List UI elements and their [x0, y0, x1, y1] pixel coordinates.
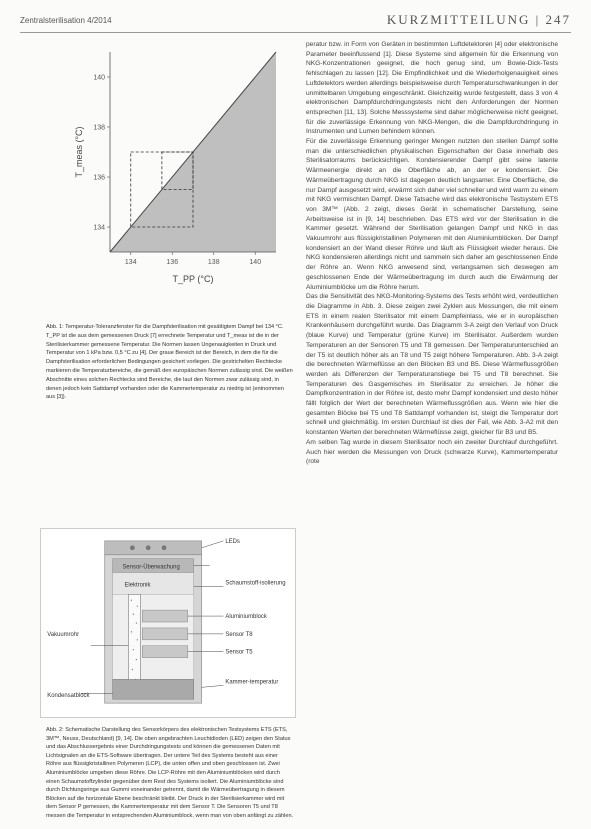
label-chamber-temperature: Kammer-temperatur: [225, 679, 279, 686]
chart-canvas: [74, 52, 276, 284]
body-paragraph: Für die zuverlässige Erkennung geringer Mengen nutzten den sterilen Dampf sollte man die unterschiedlichen physikalischen Eigenschaften der Gase innerhalb des Sterilisatorraums berücksichtigen. Kondensierender Dampf gibt seine latente Wärmeenergie direkt an die Oberfläche ab, an der er kondensiert. Die Wärmeübertragung durch NKG ist dagegen deutlich langsamer. Eine Oberfläche, die nur Dampf ausgesetzt wird, erwärmt sich daher viel schneller und wird warm zu einem mit NKG vermischten Dampf. Diese Tatsache wird das elektronische Testsystem ETS von 3M™ (Abb. 2 zeigt, dieses Gerät in schematischer Darstellung, seine Arbeitsweise ist in [9, 14] beschrieben. Das ETS wird vor der Sterilisation in die Kammer gesetzt. Während der Sterilisation gelangen Dampf und NKG in das Vakuumrohr aus flüssigkristallinen Polymeren mit den Aluminiumblöcken. Der Dampf kondensiert an der Wand dieser Röhre und läuft als Flüssigkeit wieder heraus. Die NKG kondensieren allerdings nicht und sammeln sich daher am geschlossenen Ende der Röhre an. Wenn NKG anwesend sind, verlangsamen sich deswegen am geschlossenen Ende der Wärmeübertragung im durch auch die Erwärmung der Aluminiumblöcke um die Röhre herum.: [306, 138, 558, 291]
x-tick-label: 138: [207, 259, 220, 266]
figure-1: [40, 38, 296, 512]
vacuum-tube: [128, 594, 140, 691]
x-tick-label: 140: [249, 259, 262, 266]
body-paragraph: Am selben Tag wurde in diesem Sterilisator noch ein zweiter Durchlauf durchgeführt. Auch hier werden die Messungen von Druck (schwarze Kurve), Kammertemperatur (rote: [306, 438, 558, 466]
aluminium-block: [142, 610, 188, 622]
led-strip: [105, 541, 202, 555]
header-rule: [20, 32, 571, 33]
page-header: [20, 10, 571, 34]
x-tick-label: 136: [166, 259, 179, 266]
aluminium-block: [142, 646, 188, 658]
x-axis-label: T_PP (°C): [172, 274, 214, 284]
journal-name: Zentralsterilisation 4/2014: [20, 16, 112, 25]
label-sensor-t8: Sensor T8: [225, 631, 253, 638]
y-tick-label: 134: [93, 224, 105, 232]
body-paragraph: peratur bzw. in Form von Geräten in bestimmten Luftdetektoren [4] oder elektronische Parameter beeinflussend [1]. Diese Systeme sind allgemein für die Erkennung von NKG-Konzentrationen geeignet, die hoch genug sind, um Bowie-Dick-Tests fehlschlagen zu lassen [12]. Die Empfindlichkeit und die Wiederholgenauigkeit eines Luftdetektors werden allerdings beispielsweise durch Temperaturschwankungen in der unmittelbaren Umgebung eingeschränkt. Gleichzeitig wurde festgestellt, dass 3 von 4 elektronischen Dampfdurchdringungstests nicht den Anforderungen der Normen entsprechen [11, 13]. Solche Messsysteme sind daher möglicherweise nicht geeignet, für die zuverlässige Erkennung von NKG-Mengen, die die Dampfdurchdringung in Instrumenten und Lumen behindern können.: [306, 41, 558, 136]
led-icon: [130, 545, 135, 550]
label-electronics: Elektronik: [124, 582, 151, 589]
label-sensor-unit: Sensor-Überwachung: [122, 564, 180, 571]
aluminium-block: [142, 628, 188, 640]
x-tick-label: 134: [124, 259, 137, 266]
label-insulation: Schaumstoff-isolierung: [225, 580, 286, 587]
y-tick-label: 136: [93, 174, 105, 182]
body-paragraph: Das die Sensitivität des NKG-Monitoring-Systems des Tests erhöht wird, verdeutlichen die Diagramme in Abb. 3. Diese zeigen zwei Zyklen aus Messungen, die mit einem ETS in einem realen Sterilisator mit einem Dampfeinlass, wie er in europäischen Krankenhäusern durchgeführt wurde. Das Diagramm 3-A zeigt den Verlauf von Druck (blaue Kurve) und Temperatur (grüne Kurve) im Sterilisator. Außerdem wurden Temperaturen an der Sensoren T5 und T8 gemessen. Der Temperaturunterschied an der T5 ist deutlich höher als an T8 und T5 zeigt höhere Temperaturen. Abb. 3-A zeigt die berechneten Wärmeflüsse an den Blöcken B3 und B5. Diese Wärmeflussgrößen werden als Differenzen der Temperaturanstiege bei T5 und T8 berechnet. Sie Temperaturen des Gasgemisches im Sterilisator zu erreichen. Je höher die Dampfkonzentration in der Röhre ist, desto mehr Dampf kondensiert und desto höher fällt folglich der Wert der berechneten Wärmeflussgrößen aus. Wenn wie hier die gesamten Blöcke bei T5 und T8 Sattdampf vorhanden ist, steigt die Temperatur dort schnell und gleichmäßig. Im ersten Durchlauf ist dies der Fall, wie Abb. 3-A2 mit den konstanten Werten der berechneten Wärmeflüsse zeigt, gleicher für B3 und B5.: [306, 293, 558, 437]
section-title: KURZMITTEILUNG | 247: [386, 12, 571, 27]
y-tick-label: 140: [93, 74, 105, 82]
y-axis-label: T_meas (°C): [74, 126, 84, 178]
y-tick-label: 138: [93, 124, 105, 132]
label-vacuum-tube: Vakuumrohr: [47, 631, 80, 638]
body-text-column: [306, 40, 558, 820]
label-condensate: Kondensatblock: [47, 693, 90, 700]
figure-1-chart: [40, 38, 296, 318]
led-icon: [146, 545, 151, 550]
label-sensor-t5: Sensor T5: [225, 649, 253, 656]
led-icon: [162, 545, 167, 550]
figure-2-schematic: [40, 528, 296, 718]
label-leds: LEDs: [225, 538, 240, 545]
condensate-block: [113, 679, 194, 699]
figure-2-caption: Abb. 2: Schematische Darstellung des Sensorkörpers des elektronischen Testsystems ETS (ETS, 3M™, Neuss, Deutschland) [9, 14]. Die oben angebrachten Leuchtdioden (LED) zeigen den Status und das Abschlussergebnis einer Durchdringungstests und können die gemessenen Daten mit Lichtsignalen an die ETS-Software übertragen. Der untere Teil des Systems besteht aus einer Röhre aus flüssigkristallinen Polymeren (LCP), die unten offen und oben geschlossen ist. Zwei Aluminiumblöcke umgeben diese Röhre. Die LCP-Röhre mit den Aluminiumblöcken wird durch einen Schaumstoffzylinder gegenüber dem Rest des Systems isoliert. Die Aluminiumblöcke sind durch Dichtungsringe aus Gummi voneinander getrennt, damit die Wärmeübertragung in diesem Blöcken auf die horizontale Ebene beschränkt bleibt. Der Druck in der Sterilisierkammer wird mit dem Sensor P gemessen, die Kammertemperatur mit dem Sensor T. Die Sensoren T5 und T8 messen die Temperatur in entsprechenden Aluminiumblock, wenn man von oben anfängt zu zählen.: [46, 727, 294, 819]
figure-1-caption: Abb. 1: Temperatur-Toleranzfenster für die Dampfsterilisation mit gesättigtem Dampf bei 134 °C. T_PP ist die aus dem gemessenen Druck [7] errechnete Temperatur und T_meas ist die in der Sterilisierkammer gemessene Temperatur. Die Normen lassen Ungenauigkeiten in Druck und Temperatur von 1 kPa bzw. 0,5 °C zu [4]. Der graue Bereich ist der Bereich, in dem die für die Dampfsterilisation erforderlichen Bedingungen gesichert vorliegen. Die gestrichelten Rechtecke markieren die Temperaturbereiche, die gemäß den europäischen Normen zulässig sind. Die weißen Abschnitte eines solchen Rechtecks sind Bereiche, die laut den Normen zwar zulässig sind, in denen jedoch kein Sattdampf vorhanden oder die Kammertemperatur zu niedrig ist (entnommen aus [3]).: [46, 324, 293, 401]
label-aluminium: Aluminiumblock: [225, 614, 267, 621]
figure-2: [40, 528, 296, 819]
